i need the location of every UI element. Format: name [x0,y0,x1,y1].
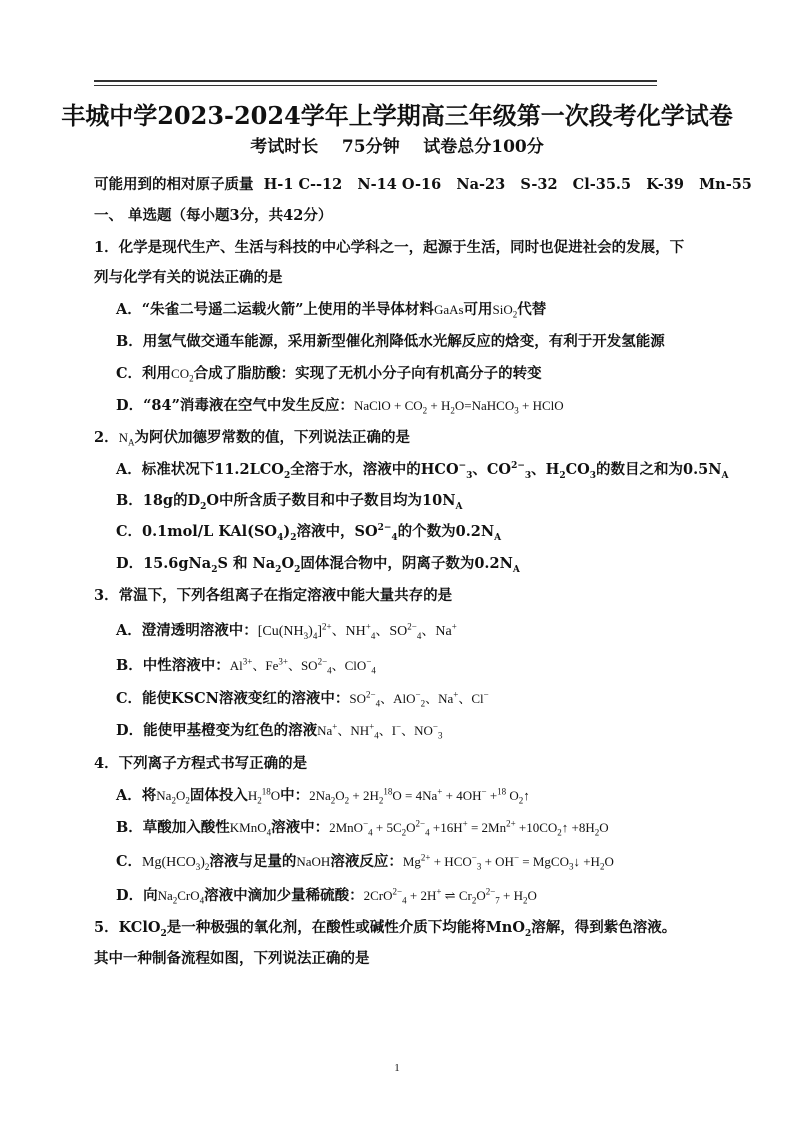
q3-option-d: D．能使甲基橙变为红色的溶液Na+、$NH^+_4$、I−、$NO^-_3$ [116,721,443,741]
q5-stem-line1: 5．KClO$_2$是一种极强的氧化剂，在酸性或碱性介质下均能将MnO$_2$溶解，得到紫色溶液。 [94,919,677,939]
q2-option-d: D．15.6gNa$_2$S 和 $Na_2O_2$固体混合物中，阴离子数为$0.2N_A$ [116,555,520,575]
q4-option-a: A．将$Na_2O_2$固体投入$H_2^{18}O$中：$2Na_2O_2 + 2H_2^{18}O = 4Na^+ + 4OH^- +^{18}$ $O_2↑$ [116,786,530,806]
q2-option-c: C．0.1mol/L $KAl(SO_4)_2$溶液中，$SO^{2-}_4$的个数为$0.2N_A$ [116,523,502,543]
top-rule-1 [94,80,657,82]
q2-option-b: B．18g的$D_2O$中所含质子数目和中子数目均为$10N_A$ [116,492,463,512]
exam-title: 丰城中学2023-2024学年上学期高三年级第一次段考化学试卷 [61,101,733,130]
q3-option-c: C．能使KSCN溶液变红的溶液中：$SO^{2-}_4$、AlO−$_2$、Na+、Cl− [116,689,489,709]
q2-option-a: A．标准状况下$11.2LCO_2$全溶于水，溶液中的$HCO^-_3$、$CO^{2-}_3$、$H_2CO_3$的数目之和为$0.5N_A$ [116,461,729,481]
q1-option-c: C．利用$CO_2$合成了脂肪酸：实现了无机小分子向有机高分子的转变 [116,365,542,384]
q3-option-b: B．中性溶液中：$Al^{3+}$、$Fe^{3+}$、$SO^{2-}_4$、ClO−$_4$ [116,656,376,676]
atomic-masses: 可能用到的相对原子质量 H-1 C--12 N-14 O-16 Na-23 S-32 Cl-35.5 K-39 Mn-55 [94,176,752,193]
q4-option-c: C．$Mg(HCO_3)_2$溶液与足量的NaOH溶液反应：$Mg^{2+} + HCO^-_3 + OH^-$ = MgCO$_3$↓ $+H_2O$ [116,852,614,872]
q5-stem-line2: 其中一种制备流程如图，下列说法正确的是 [94,950,370,967]
q1-stem-line2: 列与化学有关的说法正确的是 [94,269,283,286]
q1-option-a: A．“朱雀二号遥二运载火箭”上使用的半导体材料GaAs可用SiO$_2$代替 [116,301,547,320]
q4-option-d: D．向$Na_2CrO_4$溶液中滴加少量稀硫酸：2CrO$^{2-}_4$ + 2H+ ⇌ $Cr_2O^{2-}_7 + H_2O$ [116,886,537,906]
q1-stem-line1: 1．化学是现代生产、生活与科技的中心学科之一，起源于生活，同时也促进社会的发展，下 [94,239,685,256]
q4-stem: 4．下列离子方程式书写正确的是 [94,755,308,772]
q1-option-b: B．用氢气做交通车能源，采用新型催化剂降低水光解反应的焓变，有利于开发氢能源 [116,333,665,350]
q3-option-a: A．澄清透明溶液中：$[Cu(NH_3)_4]^{2+}$、$NH^+_4$、$SO^{2-}_4$、Na+ [116,621,457,641]
top-rule-2 [94,85,657,86]
exam-subtitle: 考试时长 75分钟 试卷总分100分 [250,137,544,157]
page-number: 1 [394,1062,400,1074]
q4-option-b: B．草酸加入酸性KMnO$_4$溶液中：$2MnO^-_4 + 5C_2O^{2-}_4 +16H^+ = 2Mn^{2+}$ $+10CO_2↑ +8H_2O$ [116,818,609,838]
q1-option-d: D．“84”消毒液在空气中发生反应：NaClO + $CO_2$ + $H_2O=NaHCO_3$ + HClO [116,397,564,416]
section-1-heading: 一、 单选题（每小题3分，共42分） [94,207,333,224]
q3-stem: 3．常温下，下列各组离子在指定溶液中能大量共存的是 [94,587,453,604]
q2-stem: 2．$N_A$为阿伏加德罗常数的值，下列说法正确的是 [94,429,410,448]
